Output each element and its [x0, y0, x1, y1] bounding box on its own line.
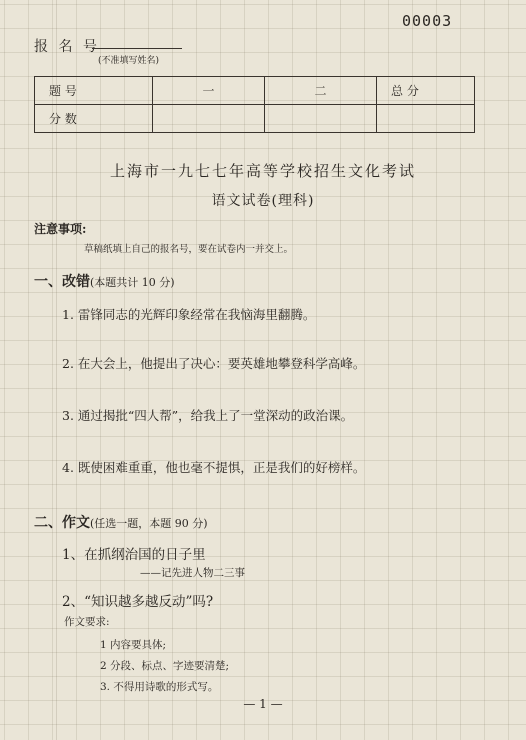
essay-topic-1: 1、在抓纲治国的日子里	[62, 547, 206, 563]
score-cell-part-one[interactable]	[153, 105, 265, 133]
page-number: — 1 —	[243, 697, 283, 711]
header-cell-part-one: 一	[153, 77, 265, 105]
exam-subtitle: 语文试卷(理科)	[211, 193, 315, 209]
score-table-score-row	[35, 105, 475, 133]
header-cell-part-two: 二	[265, 77, 377, 105]
registration-note: (不准填写姓名)	[98, 56, 160, 66]
correction-item-3: 3. 通过揭批“四人帮”，给我上了一堂深动的政治课。	[62, 408, 354, 423]
serial-number: 00003	[402, 12, 453, 30]
requirement-1: 1 内容要具体;	[100, 639, 167, 651]
notice-text: 草稿纸填上自己的报名号，要在试卷内一并交上。	[84, 244, 294, 255]
section1-heading: 一、改错(本题共计 10 分)	[34, 274, 175, 290]
notice-label: 注意事项:	[34, 222, 87, 236]
correction-item-4: 4. 既使困难重重，他也毫不提惧，正是我们的好榜样。	[62, 460, 366, 475]
requirement-3: 3. 不得用诗歌的形式写。	[100, 681, 219, 693]
header-cell-score: 分 数	[35, 105, 153, 133]
registration-blank[interactable]	[92, 48, 182, 49]
exam-title: 上海市一九七七年高等学校招生文化考试	[109, 162, 416, 180]
correction-item-2: 2. 在大会上，他提出了决心：要英雄地攀登科学高峰。	[62, 356, 366, 371]
essay-topic-1-subtitle: ——记先进人物二三事	[140, 567, 245, 579]
essay-topic-2: 2、“知识越多越反动”吗?	[62, 594, 214, 610]
score-cell-part-two[interactable]	[265, 105, 377, 133]
header-cell-total: 总 分	[377, 77, 475, 105]
correction-item-1: 1. 雷锋同志的光辉印象经常在我恼海里翻腾。	[62, 307, 316, 322]
header-cell-question-no: 题 号	[35, 77, 153, 105]
requirement-2: 2 分段、标点、字迹要清楚;	[100, 660, 230, 672]
score-table-header-row	[35, 77, 475, 105]
section2-heading: 二、作文(任选一题，本题 90 分)	[34, 515, 208, 531]
requirements-label: 作文要求:	[64, 616, 110, 628]
score-cell-total[interactable]	[377, 105, 475, 133]
score-table	[34, 76, 475, 133]
registration-label: 报 名 号	[34, 39, 100, 55]
